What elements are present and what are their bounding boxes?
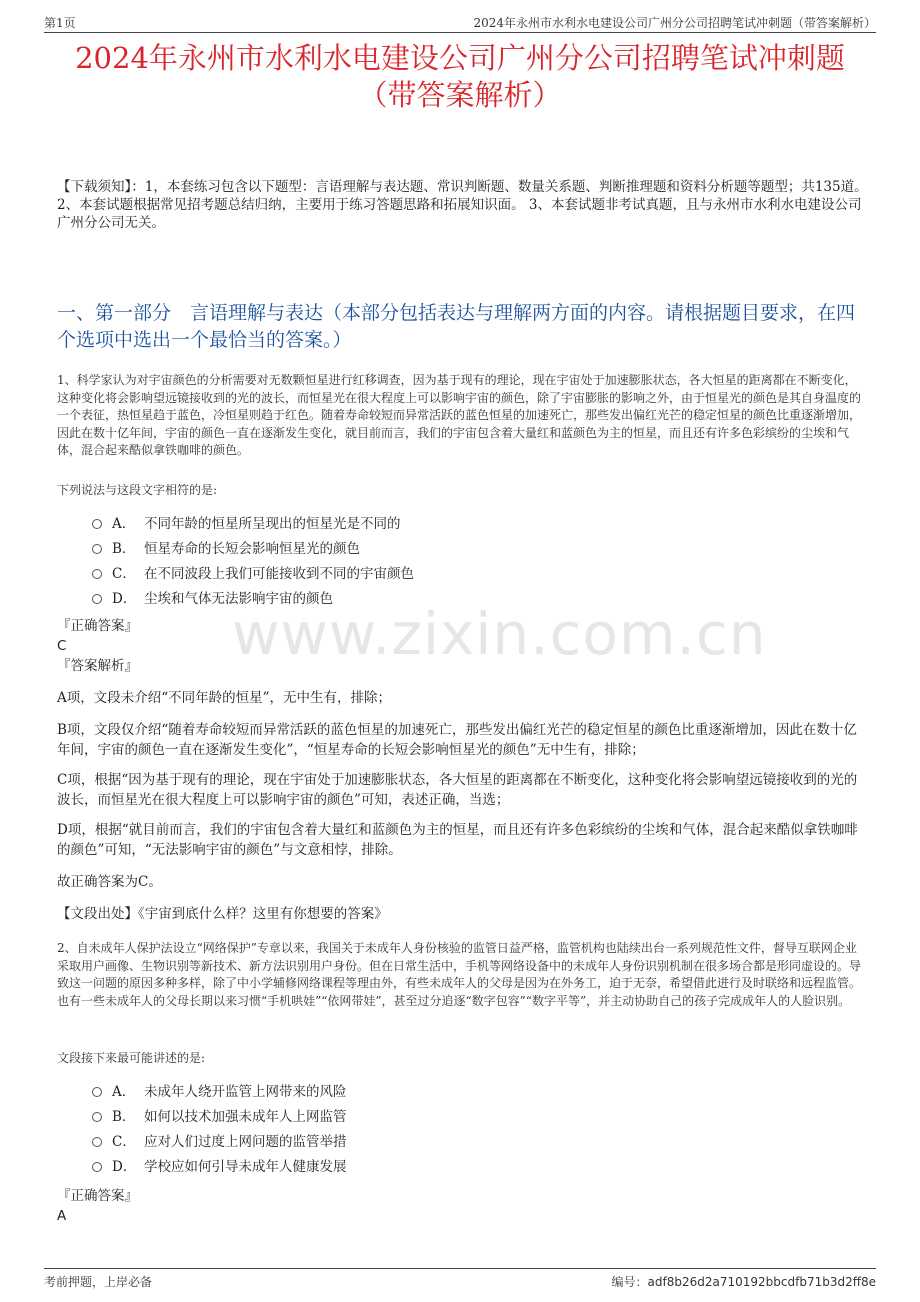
download-notice: 【下载须知】：1，本套练习包含以下题型：言语理解与表达题、常识判断题、数量关系题、判断推理题和资料分析题等题型；共135道。 2、本套试题根据常见招考题总结归纳，主要用于练习答题思路和拓展知识面。 3、本套试题非考试真题，且与永州市水利水电建设公司广州分公司无关。 [57,179,868,231]
q2-question: 文段接下来最可能讲述的是: [57,1051,206,1065]
q1-stem: 1、科学家认为对宇宙颜色的分析需要对无数颗恒星进行红移调查，因为基于现有的理论，现在宇宙处于加速膨胀状态，各大恒星的距离都在不断变化，这种变化将会影响望远镜接收到的光的波长，而恒星光在很大程度上可以影响宇宙的颜色，除了宇宙膨胀的影响之外，由于恒星光的颜色是其自身温度的一个表征，热恒星趋于蓝色，冷恒星则趋于红色。随着寿命较短而异常活跃的蓝色恒星的加速死亡，那些发出偏红光芒的稳定恒星的颜色比重逐渐增加，因此在数十亿年间，宇宙的颜色一直在逐渐发生变化，就目前而言，我们的宇宙包含着大量红和蓝颜色为主的恒星，而且还有许多色彩缤纷的尘埃和气体，混合起来酷似拿铁咖啡的颜色。 [57,373,862,457]
radio-icon[interactable] [92,1112,102,1122]
q2-answer-block [57,1186,138,1226]
page-number: 第1页 [44,16,76,30]
page-header [44,12,876,33]
q1-option-c[interactable]: C． 在不同波段上我们可能接收到不同的宇宙颜色 [92,562,414,587]
page-footer [44,1268,876,1292]
q2-option-b[interactable]: B． 如何以技术加强未成年人上网监管 [92,1105,347,1130]
q1-option-b[interactable]: B． 恒星寿命的长短会影响恒星光的颜色 [92,537,414,562]
analysis-c: C项，根据“因为基于现有的理论，现在宇宙处于加速膨胀状态，各大恒星的距离都在不断变化，这种变化将会影响望远镜接收到的光的波长，而恒星光在很大程度上可以影响宇宙的颜色”可知，表述正确，当选； [57,772,858,808]
title-line-2: （带答案解析） [358,78,562,112]
document-title [40,40,880,114]
q1-options [92,512,414,612]
source-citation: 【文段出处】《宇宙到底什么样？这里有你想要的答案》 [57,906,388,922]
analysis-d: D项，根据“就目前而言，我们的宇宙包含着大量红和蓝颜色为主的恒星，而且还有许多色彩缤纷的尘埃和气体，混合起来酷似拿铁咖啡的颜色”可知，“无法影响宇宙的颜色”与文意相悖，排除。 [57,822,858,858]
answer-value: A [57,1208,67,1224]
watermark: www.zixin.com.cn [232,600,767,668]
header-doc-title: 2024年永州市水利水电建设公司广州分公司招聘笔试冲刺题（带答案解析） [473,16,876,30]
radio-icon[interactable] [92,1087,102,1097]
radio-icon[interactable] [92,594,102,604]
analysis-conclusion: 故正确答案为C。 [57,874,162,890]
q1-answer-block [57,616,138,676]
footer-code: 编号：adf8b26d2a710192bbcdfb71b3d2ff8e [611,1275,876,1289]
radio-icon[interactable] [92,544,102,554]
q1-option-d[interactable]: D． 尘埃和气体无法影响宇宙的颜色 [92,587,414,612]
answer-value: C [57,638,67,654]
analysis-label: 『答案解析』 [57,658,138,674]
q2-option-a[interactable]: A． 未成年人绕开监管上网带来的风险 [92,1080,347,1105]
q1-option-a[interactable]: A． 不同年龄的恒星所呈现出的恒星光是不同的 [92,512,414,537]
title-line-1: 2024年永州市水利水电建设公司广州分公司招聘笔试冲刺题 [75,41,845,75]
answer-label: 『正确答案』 [57,1188,138,1204]
radio-icon[interactable] [92,1162,102,1172]
q2-options [92,1080,347,1180]
radio-icon[interactable] [92,1137,102,1147]
radio-icon[interactable] [92,569,102,579]
q2-option-c[interactable]: C． 应对人们过度上网问题的监管举措 [92,1130,347,1155]
q2-option-d[interactable]: D． 学校应如何引导未成年人健康发展 [92,1155,347,1180]
q2-stem: 2、自未成年人保护法设立“网络保护”专章以来，我国关于未成年人身份核验的监管日益严格，监管机构也陆续出台一系列规范性文件，督导互联网企业采取用户画像、生物识别等新技术、新方法识别用户身份。但在日常生活中，手机等网络设备中的未成年人身份识别机制在很多场合都是形同虚设的。导致这一问题的原因多种多样，除了中小学辅修网络课程等理由外，有些未成年人的父母是因为在外务工，迫于无奈，希望借此进行及时联络和远程监管。也有一些未成年人的父母长期以来习惯“手机哄娃”“依网带娃”，甚至过分追逐“数字包容”“数字平等”，并主动协助自己的孩子完成成年人的人脸识别。 [57,941,862,1008]
analysis-a: A项，文段未介绍“不同年龄的恒星”，无中生有，排除； [57,690,392,706]
radio-icon[interactable] [92,519,102,529]
answer-label: 『正确答案』 [57,618,138,634]
analysis-b: B项，文段仅介绍“随着寿命较短而异常活跃的蓝色恒星的加速死亡，那些发出偏红光芒的稳定恒星的颜色比重逐渐增加，因此在数十亿年间，宇宙的颜色一直在逐渐发生变化”，“恒星寿命的长短会影响恒星光的颜色”无中生有，排除； [57,722,857,758]
footer-slogan: 考前押题，上岸必备 [44,1275,153,1289]
q1-question: 下列说法与这段文字相符的是: [57,483,218,497]
section-heading: 一、第一部分 言语理解与表达（本部分包括表达与理解两方面的内容。请根据题目要求，在四个选项中选出一个最恰当的答案。） [57,302,856,351]
